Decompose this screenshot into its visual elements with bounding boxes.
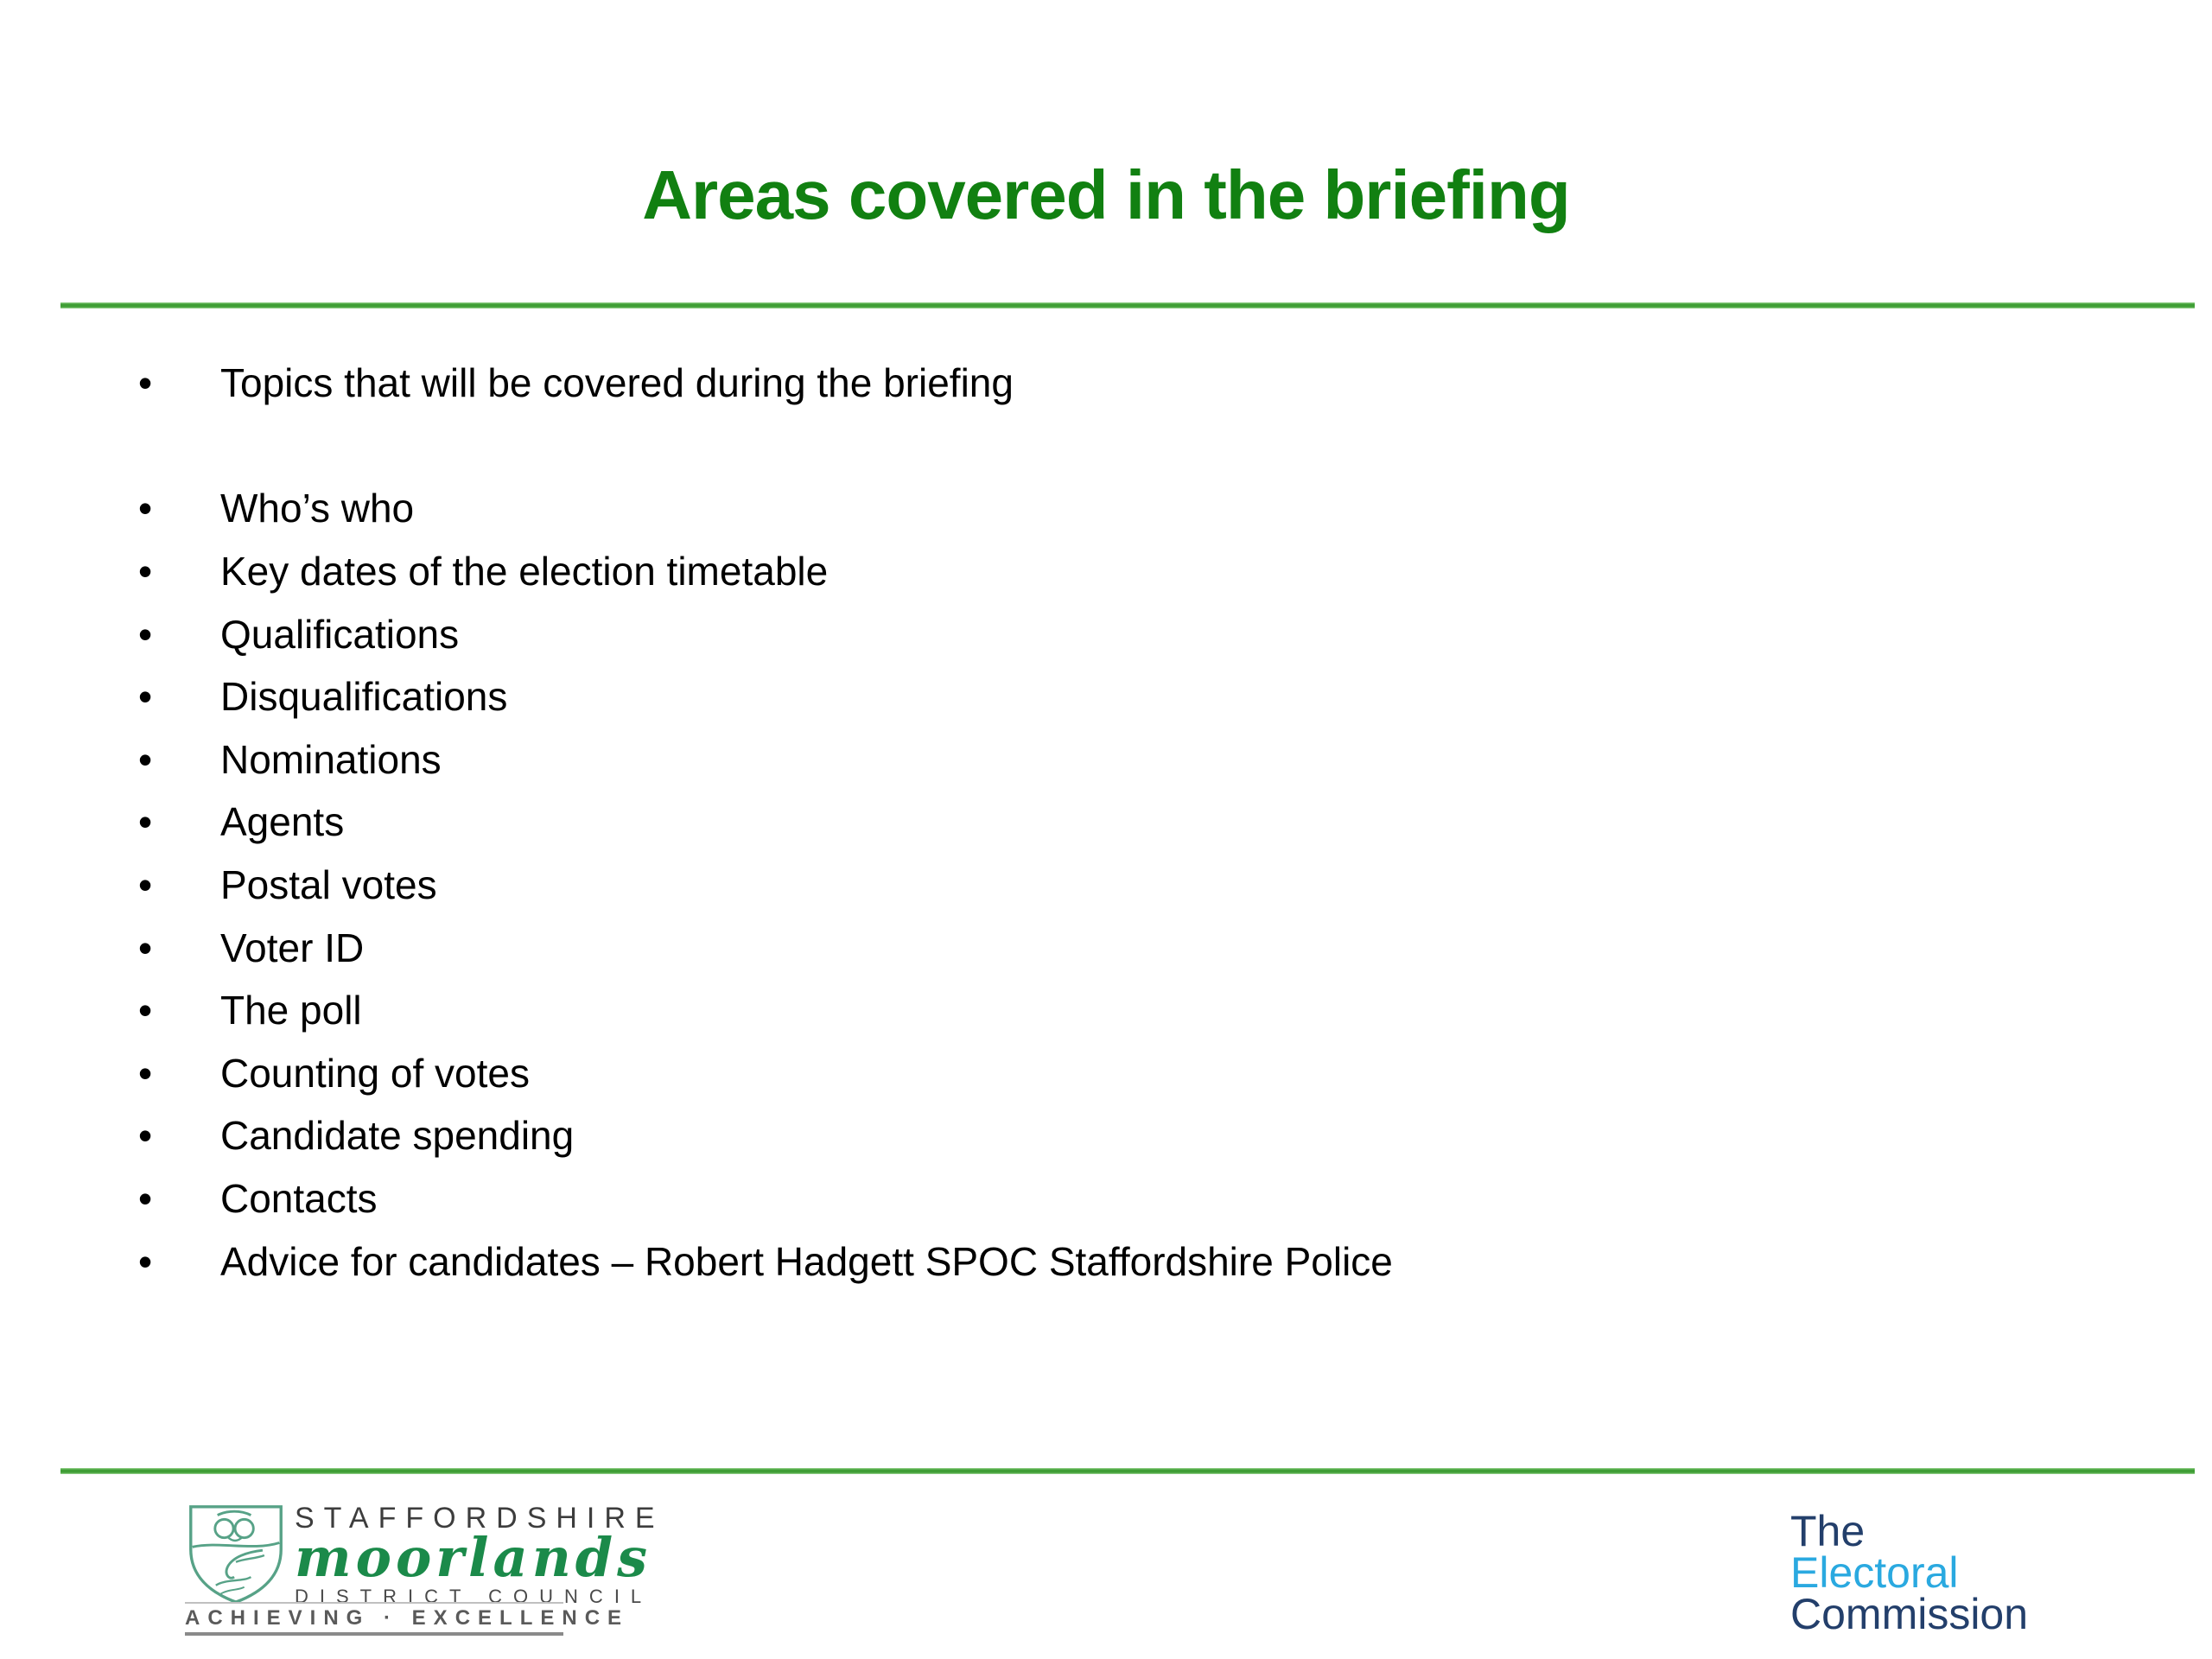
list-item xyxy=(138,602,2082,665)
bullet-text: Qualifications xyxy=(220,611,460,657)
bullet-text: Who’s who xyxy=(220,486,415,531)
slide-title: Areas covered in the briefing xyxy=(642,156,1570,233)
list-item xyxy=(138,728,2082,791)
bullet-icon: • xyxy=(138,1050,153,1096)
bullet-icon: • xyxy=(138,925,153,970)
electoral-commission-logo xyxy=(1790,1507,2153,1638)
smdc-tagline: ACHIEVING · EXCELLENCE xyxy=(185,1602,563,1636)
bullet-text: Topics that will be covered during the briefing xyxy=(220,360,1014,406)
top-divider-line xyxy=(60,302,2195,308)
bullet-text: Candidate spending xyxy=(220,1113,575,1159)
list-item xyxy=(138,352,2082,415)
bullet-icon: • xyxy=(138,862,153,908)
list-item xyxy=(138,540,2082,603)
bullet-icon: • xyxy=(138,1176,153,1222)
bullet-icon: • xyxy=(138,736,153,782)
ec-logo-line-the: The xyxy=(1790,1507,1866,1555)
list-item xyxy=(138,979,2082,1042)
bullet-icon: • xyxy=(138,1238,153,1284)
bullet-icon: • xyxy=(138,799,153,845)
bullet-text: Key dates of the election timetable xyxy=(220,549,829,594)
ec-logo-line-electoral: Electoral xyxy=(1790,1548,1959,1597)
list-item xyxy=(138,665,2082,728)
bullet-text: Disqualifications xyxy=(220,674,508,720)
bullet-icon: • xyxy=(138,1113,153,1159)
bullet-icon: • xyxy=(138,486,153,531)
list-item xyxy=(138,1167,2082,1230)
bullet-list xyxy=(138,352,2082,1293)
list-item xyxy=(138,916,2082,979)
list-item xyxy=(138,1104,2082,1167)
smdc-district-council-line: DISTRICT COUNCIL xyxy=(295,1585,653,1607)
bullet-text: Counting of votes xyxy=(220,1050,531,1096)
bullet-icon: • xyxy=(138,988,153,1033)
list-item xyxy=(138,854,2082,917)
smdc-logo-text xyxy=(295,1502,664,1607)
list-item xyxy=(138,1042,2082,1105)
bullet-icon: • xyxy=(138,360,153,406)
staffordshire-moorlands-logo xyxy=(184,1500,664,1638)
bullet-icon: • xyxy=(138,611,153,657)
bullet-text: Agents xyxy=(220,799,345,845)
ec-logo-line-commission: Commission xyxy=(1790,1590,2029,1638)
smdc-moorlands-line: moorlands xyxy=(295,1526,652,1589)
list-item xyxy=(138,791,2082,854)
bullet-text: Voter ID xyxy=(220,925,365,970)
smdc-name-line: STAFFORDSHIRE xyxy=(295,1502,664,1535)
bullet-icon: • xyxy=(138,549,153,594)
bullet-text: Advice for candidates – Robert Hadgett SPOC Staffordshire Police xyxy=(220,1238,1393,1284)
bullet-text: Nominations xyxy=(220,736,442,782)
list-spacer xyxy=(138,415,2082,478)
bottom-divider-line xyxy=(60,1468,2195,1474)
bullet-text: The poll xyxy=(220,988,362,1033)
bullet-text: Contacts xyxy=(220,1176,378,1222)
bullet-icon: • xyxy=(138,674,153,720)
bullet-text: Postal votes xyxy=(220,862,437,908)
list-item xyxy=(138,1230,2082,1293)
smdc-shield-icon xyxy=(184,1503,288,1605)
list-item xyxy=(138,477,2082,540)
